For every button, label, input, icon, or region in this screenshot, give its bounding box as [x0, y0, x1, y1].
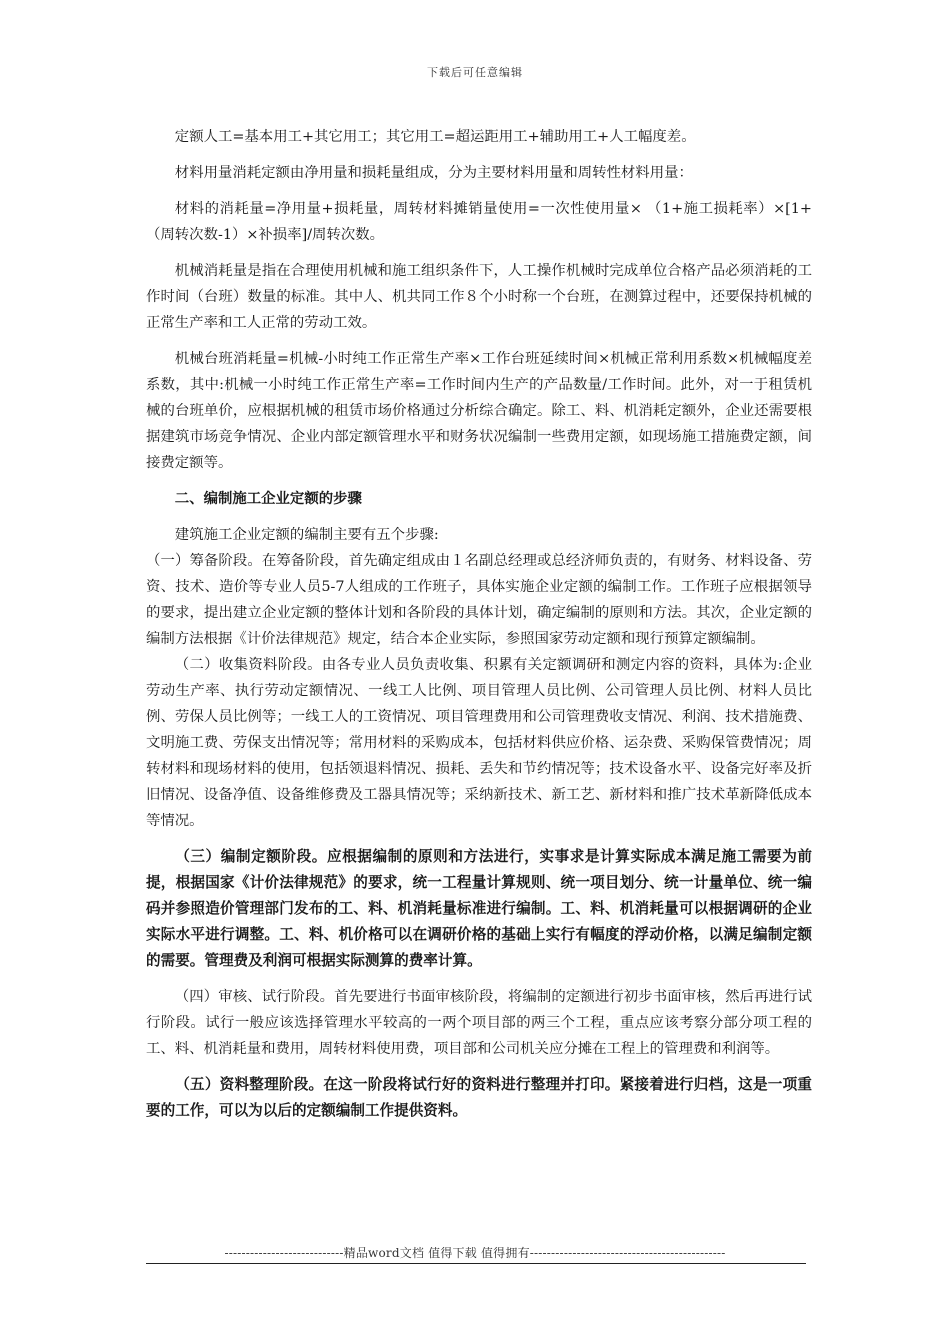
paragraph-machine-consumption: 机械消耗量是指在合理使用机械和施工组织条件下，人工操作机械时完成单位合格产品必须消耗的工作时间（台班）数量的标准。其中人、机共同工作８个小时称一个台班，在测算过程中，还要保持机械的正常生产率和工人正常的劳动工效。 — [146, 263, 812, 331]
paragraph-step-4: （四）审核、试行阶段。首先要进行书面审核阶段，将编制的定额进行初步书面审核，然后再进行试行阶段。试行一般应该选择管理水平较高的一两个项目部的两三个工程，重点应该考察分部分项工程的工、料、机消耗量和费用，周转材料使用费，项目部和公司机关应分摊在工程上的管理费和利润等。 — [146, 989, 812, 1057]
document-body — [146, 124, 812, 1124]
paragraph-machine-shift: 机械台班消耗量=机械-小时纯工作正常生产率×工作台班延续时间×机械正常利用系数×机械幅度差系数，其中:机械一小时纯工作正常生产率=工作时间内生产的产品数量/工作时间。此外，对一于租赁机械的台班单价，应根据机械的租赁市场价格通过分析综合确定。除工、料、机消耗定额外，企业还需要根据建筑市场竞争情况、企业内部定额管理水平和财务状况编制一些费用定额，如现场施工措施费定额，间接费定额等。 — [146, 351, 812, 471]
paragraph-step-1: （一）筹备阶段。在筹备阶段，首先确定组成由１名副总经理或总经济师负责的，有财务、材料设备、劳资、技术、造价等专业人员5-7人组成的工作班子，具体实施企业定额的编制工作。工作班子应根据领导的要求，提出建立企业定额的整体计划和各阶段的具体计划，确定编制的原则和方法。其次，企业定额的编制方法根据《计价法律规范》规定，结合本企业实际，参照国家劳动定额和现行预算定额编制。 — [146, 553, 812, 647]
page-footer: ----------------------------精品word文档 值得下载 值得拥有---------------------------------------------- — [224, 1246, 726, 1260]
paragraph-step-5: （五）资料整理阶段。在这一阶段将试行好的资料进行整理并打印。紧接着进行归档，这是一项重要的工作，可以为以后的定额编制工作提供资料。 — [146, 1076, 812, 1119]
footer-divider — [146, 1263, 806, 1264]
paragraph-material-quota: 材料用量消耗定额由净用量和损耗量组成，分为主要材料用量和周转性材料用量： — [174, 165, 693, 181]
page-header: 下载后可任意编辑 — [427, 66, 523, 79]
paragraph-labor-quota: 定额人工=基本用工+其它用工；其它用工=超运距用工+辅助用工+人工幅度差。 — [174, 129, 696, 145]
paragraph-steps-intro: 建筑施工企业定额的编制主要有五个步骤: — [174, 527, 439, 543]
paragraph-step-3: （三）编制定额阶段。应根据编制的原则和方法进行，实事求是计算实际成本满足施工需要为前提，根据国家《计价法律规范》的要求，统一工程量计算规则、统一项目划分、统一计量单位、统一编码并参照造价管理部门发布的工、料、机消耗量标准进行编制。工、料、机消耗量可以根据调研的企业实际水平进行调整。工、料、机价格可以在调研价格的基础上实行有幅度的浮动价格，以满足编制定额的需要。管理费及利润可根据实际测算的费率计算。 — [146, 848, 812, 969]
paragraph-material-formula: 材料的消耗量=净用量+损耗量，周转材料摊销量使用=一次性使用量× （1+施工损耗率）×[1+（周转次数-1）×补损率]/周转次数。 — [146, 201, 812, 243]
paragraph-step-2: （二）收集资料阶段。由各专业人员负责收集、积累有关定额调研和测定内容的资料，具体为:企业劳动生产率、执行劳动定额情况、一线工人比例、项目管理人员比例、公司管理人员比例、材料人员比例、劳保人员比例等；一线工人的工资情况、项目管理费用和公司管理费收支情况、利润、技术措施费、文明施工费、劳保支出情况等；常用材料的采购成本，包括材料供应价格、运杂费、采购保管费情况；周转材料和现场材料的使用，包括领退料情况、损耗、丢失和节约情况等；技术设备水平、设备完好率及折旧情况、设备净值、设备维修费及工器具情况等；采纳新技术、新工艺、新材料和推广技术革新降低成本等情况。 — [146, 657, 812, 829]
section-heading: 二、编制施工企业定额的步骤 — [174, 491, 362, 507]
